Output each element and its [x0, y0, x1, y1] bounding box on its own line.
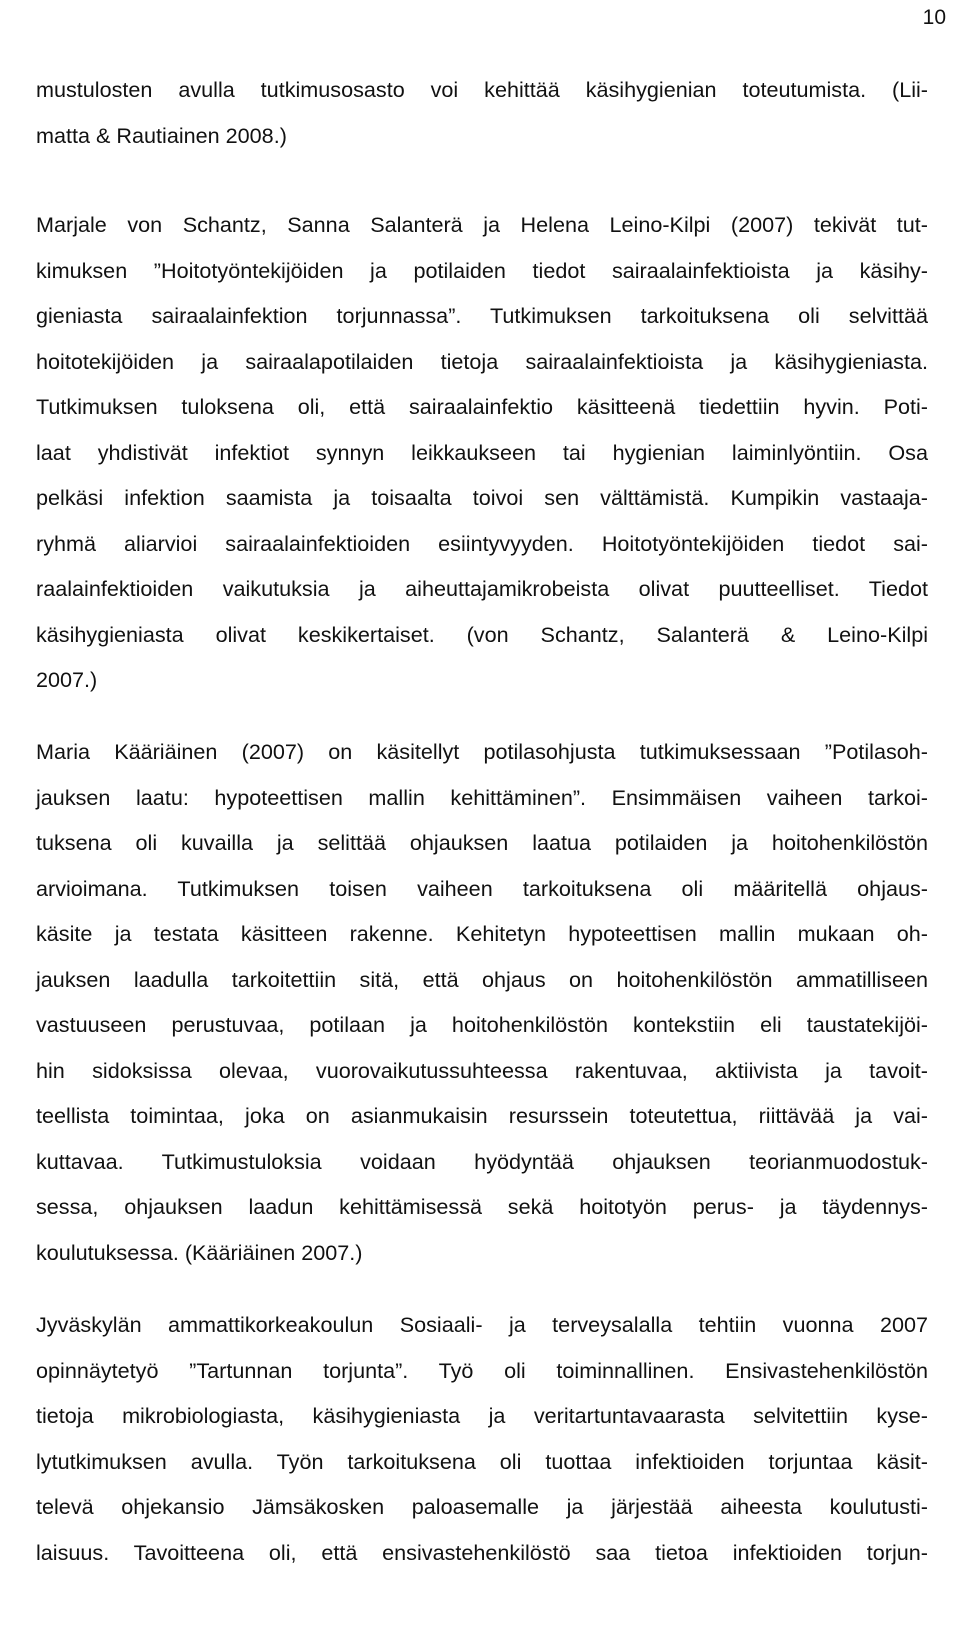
- page-number: 10: [922, 6, 946, 29]
- paragraph-line: pelkäsi infektion saamista ja toisaalta toivoi sen välttämistä. Kumpikin vastaaja-: [36, 485, 928, 510]
- paragraph-line: sessa, ohjauksen laadun kehittämisessä sekä hoitotyön perus- ja täydennys-: [36, 1194, 928, 1219]
- paragraph-line: kuttavaa. Tutkimustuloksia voidaan hyödyntää ohjauksen teorianmuodostuk-: [36, 1148, 928, 1174]
- paragraph-line: hoitotekijöiden ja sairaalapotilaiden tietoja sairaalainfektioista ja käsihygieniasta.: [36, 348, 928, 374]
- paragraph-line: teellista toimintaa, joka on asianmukaisin resurssein toteutettua, riittävää ja vai-: [36, 1103, 928, 1128]
- paragraph-line: käsihygieniasta olivat keskikertaiset. (von Schantz, Salanterä & Leino-Kilpi: [36, 621, 928, 647]
- paragraph-line: ryhmä aliarvioi sairaalainfektioiden esiintyvyyden. Hoitotyöntekijöiden tiedot sai-: [36, 530, 928, 556]
- paragraph-4: [36, 1302, 928, 1575]
- paragraph-line: mustulosten avulla tutkimusosasto voi kehittää käsihygienian toteutumista. (Lii-: [36, 77, 928, 102]
- paragraph-line: laisuus. Tavoitteena oli, että ensivastehenkilöstö saa tietoa infektioiden torjun-: [36, 1539, 928, 1565]
- paragraph-line: matta & Rautiainen 2008.): [36, 122, 287, 148]
- paragraph-line: hin sidoksissa olevaa, vuorovaikutussuhteessa rakentuvaa, aktiivista ja tavoit-: [36, 1057, 928, 1083]
- paragraph-line: tuksena oli kuvailla ja selittää ohjauksen laatua potilaiden ja hoitohenkilöstön: [36, 830, 928, 855]
- paragraph-line: käsite ja testata käsitteen rakenne. Kehitetyn hypoteettisen mallin mukaan oh-: [36, 921, 928, 946]
- paragraph-line: gieniasta sairaalainfektion torjunnassa”. Tutkimuksen tarkoituksena oli selvittää: [36, 303, 928, 328]
- paragraph-line: kimuksen ”Hoitotyöntekijöiden ja potilaiden tiedot sairaalainfektioista ja käsihy-: [36, 257, 928, 283]
- paragraph-line: Marjale von Schantz, Sanna Salanterä ja Helena Leino-Kilpi (2007) tekivät tut-: [36, 212, 928, 237]
- paragraph-line: Tutkimuksen tuloksena oli, että sairaalainfektio käsitteenä tiedettiin hyvin. Poti-: [36, 394, 928, 419]
- paragraph-line: Jyväskylän ammattikorkeakoulun Sosiaali- ja terveysalalla tehtiin vuonna 2007: [36, 1312, 928, 1337]
- paragraph-line: koulutuksessa. (Kääriäinen 2007.): [36, 1239, 363, 1265]
- paragraph-line: opinnäytetyö ”Tartunnan torjunta”. Työ oli toiminnallinen. Ensivastehenkilöstön: [36, 1357, 928, 1383]
- paragraph-line: arvioimana. Tutkimuksen toisen vaiheen tarkoituksena oli määritellä ohjaus-: [36, 875, 928, 901]
- paragraph-3: [36, 729, 928, 1275]
- paragraph-line: jauksen laadulla tarkoitettiin sitä, että ohjaus on hoitohenkilöstön ammatilliseen: [36, 966, 928, 992]
- paragraph-line: televä ohjekansio Jämsäkosken paloasemalle ja järjestää aiheesta koulutusti-: [36, 1494, 928, 1519]
- paragraph-line: raalainfektioiden vaikutuksia ja aiheuttajamikrobeista olivat puutteelliset. Tiedot: [36, 576, 928, 601]
- paragraph-line: tietoja mikrobiologiasta, käsihygieniasta ja veritartuntavaarasta selvitettiin kyse-: [36, 1403, 928, 1428]
- paragraph-2: [36, 202, 928, 703]
- paragraph-line: jauksen laatu: hypoteettisen mallin kehittäminen”. Ensimmäisen vaiheen tarkoi-: [36, 784, 928, 810]
- paragraph-line: lytutkimuksen avulla. Työn tarkoituksena oli tuottaa infektioiden torjuntaa käsit-: [36, 1448, 928, 1474]
- paragraph-line: 2007.): [36, 667, 98, 692]
- paragraph-line: laat yhdistivät infektiot synnyn leikkaukseen tai hygienian laiminlyöntiin. Osa: [36, 439, 928, 465]
- paragraph-1: [36, 67, 928, 158]
- paragraph-line: vastuuseen perustuvaa, potilaan ja hoitohenkilöstön kontekstiin eli taustatekijöi-: [36, 1012, 928, 1037]
- paragraph-line: Maria Kääriäinen (2007) on käsitellyt potilasohjusta tutkimuksessaan ”Potilasoh-: [36, 739, 928, 764]
